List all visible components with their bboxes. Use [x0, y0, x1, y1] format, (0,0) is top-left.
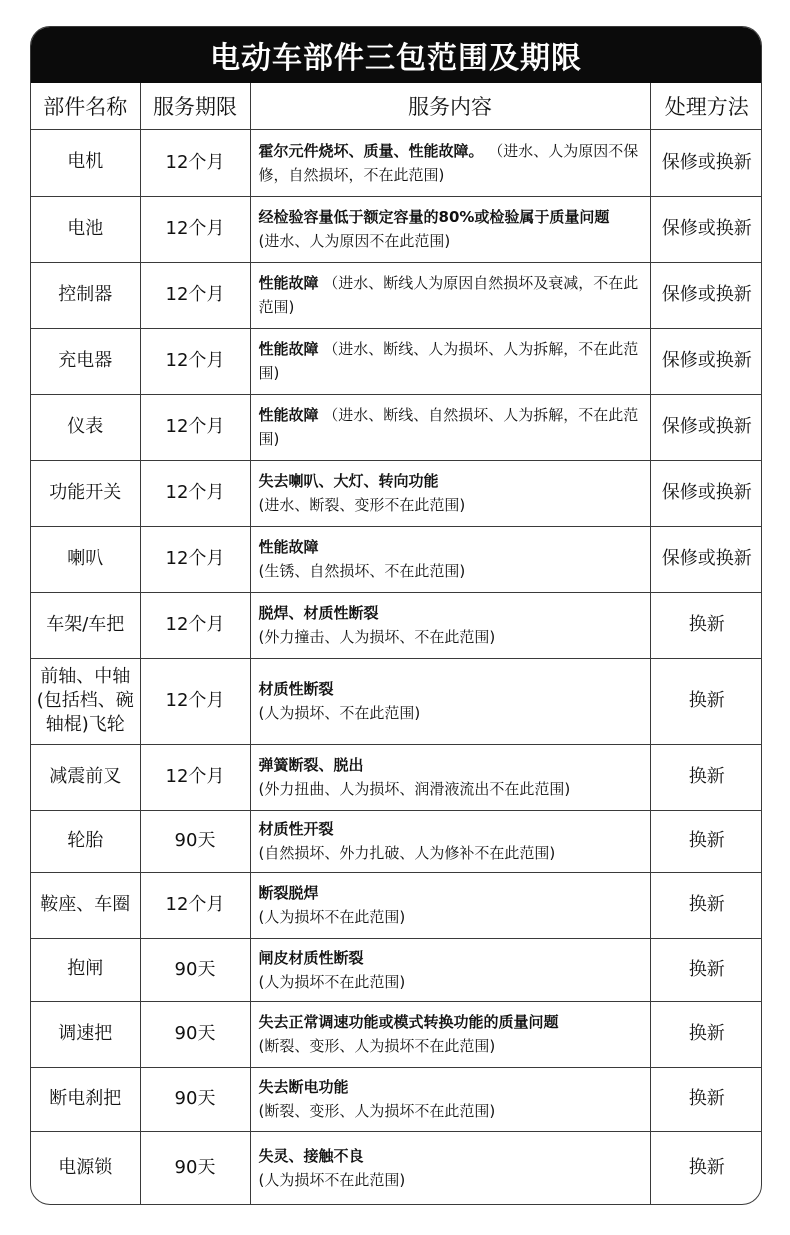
header-content: 服务内容: [250, 83, 650, 129]
table-row: [31, 744, 762, 810]
header-row: [31, 83, 762, 129]
handling-method: 保修或换新: [650, 328, 762, 394]
service-content: [250, 872, 650, 938]
table-row: [31, 1067, 762, 1131]
content-note: （进水、断线、人为损坏、人为拆解，不在此范围): [258, 340, 639, 382]
service-content: [250, 196, 650, 262]
content-note: (断裂、变形、人为损坏不在此范围): [258, 1102, 496, 1120]
handling-method: 保修或换新: [650, 526, 762, 592]
content-lead: 性能故障: [258, 274, 319, 292]
warranty-table: [31, 83, 762, 1204]
service-period: 12个月: [140, 592, 250, 658]
part-name: 车架/车把: [31, 592, 140, 658]
table-row: [31, 592, 762, 658]
service-content: [250, 262, 650, 328]
content-note: (自然损坏、外力扎破、人为修补不在此范围): [258, 844, 556, 862]
handling-method: 换新: [650, 1001, 762, 1067]
part-name: 电机: [31, 129, 140, 196]
service-content: [250, 328, 650, 394]
handling-method: 保修或换新: [650, 460, 762, 526]
part-name: 充电器: [31, 328, 140, 394]
service-period: 90天: [140, 1131, 250, 1204]
content-lead: 失去断电功能: [258, 1078, 349, 1096]
service-content: [250, 394, 650, 460]
service-period: 12个月: [140, 394, 250, 460]
table-row: [31, 394, 762, 460]
service-content: [250, 810, 650, 872]
table-row: [31, 129, 762, 196]
part-name: 仪表: [31, 394, 140, 460]
service-content: [250, 658, 650, 744]
part-name: 喇叭: [31, 526, 140, 592]
handling-method: 换新: [650, 1131, 762, 1204]
content-lead: 断裂脱焊: [258, 884, 319, 902]
content-note: (外力撞击、人为损坏、不在此范围): [258, 628, 496, 646]
service-period: 12个月: [140, 460, 250, 526]
content-note: (人为损坏不在此范围): [258, 972, 406, 991]
handling-method: 换新: [650, 744, 762, 810]
handling-method: 保修或换新: [650, 196, 762, 262]
content-lead: 性能故障: [258, 340, 319, 358]
table-row: [31, 196, 762, 262]
part-name: 电源锁: [31, 1131, 140, 1204]
header-period: 服务期限: [140, 83, 250, 129]
content-lead: 性能故障: [258, 406, 319, 424]
content-note: (人为损坏不在此范围): [258, 1170, 406, 1189]
handling-method: 换新: [650, 872, 762, 938]
service-content: [250, 1001, 650, 1067]
content-lead: 脱焊、材质性断裂: [258, 604, 379, 622]
table-row: [31, 938, 762, 1001]
service-period: 90天: [140, 1067, 250, 1131]
part-name: 减震前叉: [31, 744, 140, 810]
part-name: 抱闸: [31, 938, 140, 1001]
table-row: [31, 526, 762, 592]
content-lead: 材质性开裂: [258, 820, 334, 838]
page-title: 电动车部件三包范围及期限: [31, 27, 761, 83]
table-row: [31, 1001, 762, 1067]
part-name: 鞍座、车圈: [31, 872, 140, 938]
content-note: （进水、断线人为原因自然损坏及衰减，不在此范围): [258, 274, 639, 316]
part-name: 调速把: [31, 1001, 140, 1067]
handling-method: 换新: [650, 592, 762, 658]
warranty-card: [30, 26, 762, 1205]
content-note: (进水、断裂、变形不在此范围): [258, 496, 466, 514]
content-note: （进水、断线、自然损坏、人为拆解，不在此范围): [258, 406, 639, 448]
service-period: 90天: [140, 938, 250, 1001]
part-name: 功能开关: [31, 460, 140, 526]
table-row: [31, 810, 762, 872]
table-row: [31, 328, 762, 394]
table-body: [31, 129, 762, 1204]
service-period: 12个月: [140, 328, 250, 394]
service-content: [250, 526, 650, 592]
handling-method: 换新: [650, 1067, 762, 1131]
table-row: [31, 658, 762, 744]
part-name: 断电刹把: [31, 1067, 140, 1131]
part-name: 电池: [31, 196, 140, 262]
table-row: [31, 872, 762, 938]
handling-method: 保修或换新: [650, 394, 762, 460]
content-lead: 失去正常调速功能或模式转换功能的质量问题: [258, 1013, 559, 1031]
header-method: 处理方法: [650, 83, 762, 129]
service-period: 90天: [140, 810, 250, 872]
content-lead: 性能故障: [258, 538, 319, 556]
handling-method: 保修或换新: [650, 262, 762, 328]
header-part: 部件名称: [31, 83, 140, 129]
content-lead: 失灵、接触不良: [258, 1146, 364, 1165]
content-lead: 闸皮材质性断裂: [258, 948, 364, 967]
handling-method: 换新: [650, 938, 762, 1001]
part-name: 前轴、中轴 (包括档、碗 轴棍)飞轮: [31, 658, 140, 744]
table-row: [31, 262, 762, 328]
content-lead: 弹簧断裂、脱出: [258, 756, 364, 774]
service-period: 12个月: [140, 744, 250, 810]
handling-method: 换新: [650, 810, 762, 872]
service-period: 12个月: [140, 262, 250, 328]
content-note: (外力扭曲、人为损坏、润滑液流出不在此范围): [258, 780, 571, 798]
service-content: [250, 129, 650, 196]
content-lead: 霍尔元件烧坏、质量、性能故障。: [258, 141, 484, 160]
service-content: [250, 1067, 650, 1131]
service-period: 12个月: [140, 129, 250, 196]
service-content: [250, 938, 650, 1001]
service-content: [250, 592, 650, 658]
service-content: [250, 1131, 650, 1204]
service-period: 90天: [140, 1001, 250, 1067]
part-name: 轮胎: [31, 810, 140, 872]
service-period: 12个月: [140, 872, 250, 938]
service-content: [250, 460, 650, 526]
content-note: (人为损坏不在此范围): [258, 908, 406, 926]
content-note: (生锈、自然损坏、不在此范围): [258, 562, 466, 580]
content-lead: 材质性断裂: [258, 680, 334, 698]
service-period: 12个月: [140, 196, 250, 262]
content-lead: 经检验容量低于额定容量的80%或检验属于质量问题: [258, 208, 610, 226]
table-row: [31, 460, 762, 526]
table-row: [31, 1131, 762, 1204]
handling-method: 换新: [650, 658, 762, 744]
part-name: 控制器: [31, 262, 140, 328]
content-note: （进水、人为原因不保修，自然损坏，不在此范围): [258, 141, 639, 184]
handling-method: 保修或换新: [650, 129, 762, 196]
content-note: (断裂、变形、人为损坏不在此范围): [258, 1037, 496, 1055]
service-period: 12个月: [140, 658, 250, 744]
content-note: (进水、人为原因不在此范围): [258, 232, 451, 250]
content-lead: 失去喇叭、大灯、转向功能: [258, 472, 439, 490]
content-note: (人为损坏、不在此范围): [258, 704, 421, 722]
service-content: [250, 744, 650, 810]
service-period: 12个月: [140, 526, 250, 592]
